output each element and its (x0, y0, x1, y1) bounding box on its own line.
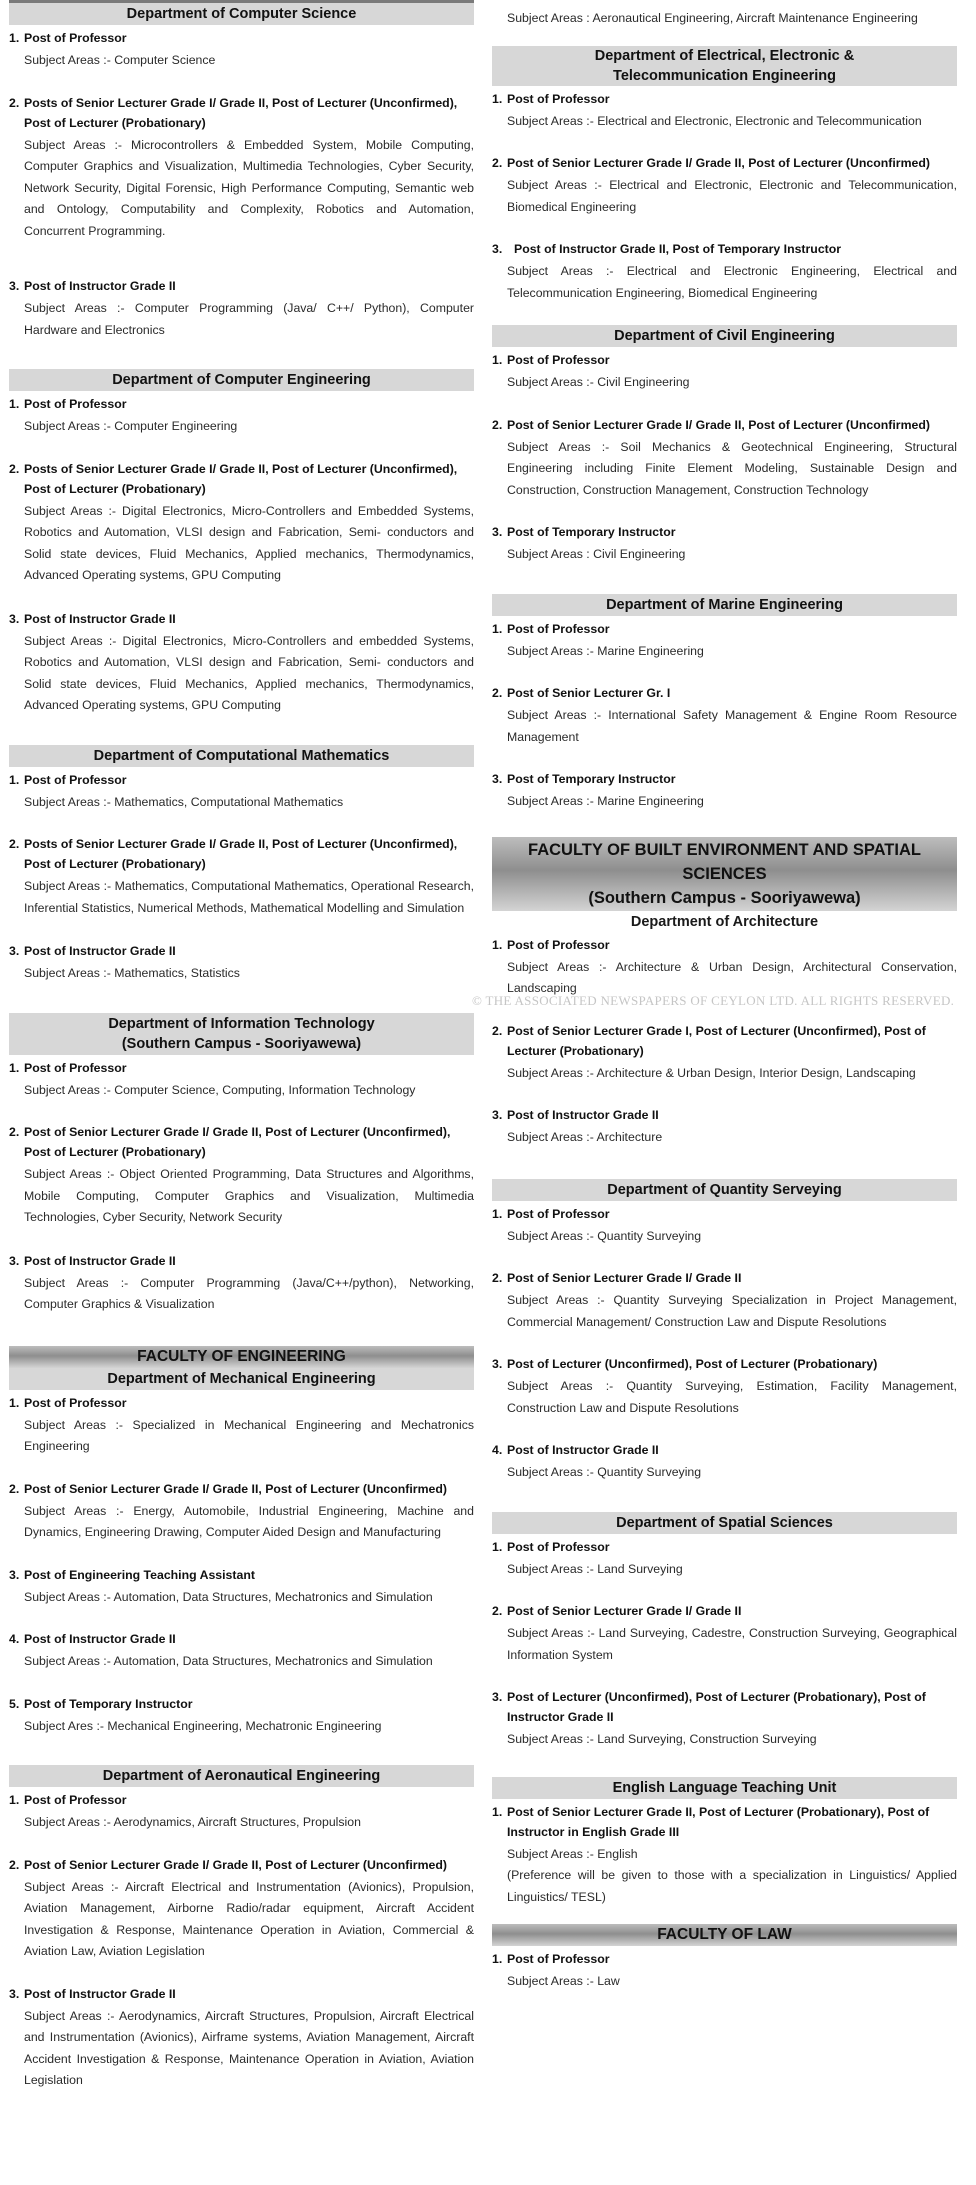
faculty-heading: FACULTY OF ENGINEERING (9, 1346, 474, 1368)
subject-areas: Subject Areas :- Microcontrollers & Embedded System, Mobile Computing, Computer Graphics and Visualization, Multimedia Technologies, Cyber Security, Network Security, Digital Forensic, High Performance Computing, Semantic web and Ontology, Computability and Complexity, Robotics and Automation, Concurrent Programming. (24, 137, 474, 238)
post-entry: 3. Post of Temporary Instructor Subject Areas :- Marine Engineering (492, 769, 957, 813)
subject-areas: Subject Areas :- Energy, Automobile, Industrial Engineering, Machine and Dynamics, Engineering Drawing, Computer Aided Design and Manufacturing (24, 1503, 474, 1539)
post-title: Post of Senior Lecturer Grade I, Post of Lecturer (Unconfirmed), Post of Lecturer (Probationary) (507, 1023, 926, 1058)
post-title: Post of Temporary Instructor (24, 1696, 193, 1711)
post-entry: 3. Post of Instructor Grade II Subject Areas :- Aerodynamics, Aircraft Structures, Propulsion, Aircraft Electrical and Instrumentation (Avionics), Airframe systems, Aviation Management, Aircraft Accident Investigation & Response, Maintenance Operation in Aviation, Aviation Legislation (9, 1984, 474, 2092)
post-title: Post of Senior Lecturer Grade II, Post of Lecturer (Probationary), Post of Instructor in English Grade III (507, 1804, 930, 1839)
post-entry: 2. Post of Senior Lecturer Grade I/ Grade II, Post of Lecturer (Unconfirmed), Post of Lecturer (Probationary) Subject Areas :- Object Oriented Programming, Data Structures and Algorithms, Mobile Computing, Computer Graphics and Visualization, Multimedia Technologies, Cyber Security, Network Security (9, 1122, 474, 1229)
post-entry: 2. Post of Senior Lecturer Grade I/ Grade II, Post of Lecturer (Unconfirmed) Subject Areas :- Electrical and Electronic, Electronic and Telecommunication, Biomedical Engineering (492, 153, 957, 218)
post-entry: 3. Post of Temporary Instructor Subject Areas : Civil Engineering (492, 522, 957, 566)
post-entry: 1. Post of Professor Subject Areas :- Quantity Surveying (492, 1204, 957, 1248)
dept-electrical-electronic-telecommunication (492, 46, 957, 305)
subject-areas: Subject Areas :- International Safety Management & Engine Room Resource Management (507, 708, 957, 744)
post-title: Post of Senior Lecturer Grade I/ Grade II, Post of Lecturer (Unconfirmed) (507, 417, 930, 432)
post-entry: 1. Post of Professor Subject Areas :- Specialized in Mechanical Engineering and Mechatronics Engineering (9, 1393, 474, 1458)
subject-areas: Subject Areas :- English (507, 1846, 638, 1861)
subject-areas-continued: Subject Areas : Aeronautical Engineering, Aircraft Maintenance Engineering (507, 11, 918, 25)
post-entry: 2. Posts of Senior Lecturer Grade I/ Grade II, Post of Lecturer (Unconfirmed), Post of Lecturer (Probationary) Subject Areas :- Microcontrollers & Embedded System, Mobile Computing, Computer Graphics and Visualization, Multimedia Technologies, Cyber Security, Network Security, Digital Forensic, High Performance Computing, Semantic web and Ontology, Computability and Complexity, Robotics and Automation, Concurrent Programming. (9, 93, 474, 243)
post-title: Post of Senior Lecturer Grade I/ Grade II, Post of Lecturer (Unconfirmed) (507, 156, 930, 170)
post-title: Posts of Senior Lecturer Grade I/ Grade II, Post of Lecturer (Unconfirmed), Post of Lecturer (Probationary) (24, 461, 458, 496)
post-title: Post of Instructor Grade II (24, 1632, 176, 1646)
subject-areas: Subject Areas :- Computer Science, Computing, Information Technology (24, 1082, 416, 1097)
dept-heading: Department of Computational Mathematics (9, 745, 474, 767)
subject-areas: Subject Areas :- Land Surveying, Cadestre, Construction Surveying, Geographical Information System (507, 1626, 957, 1662)
subject-areas: Subject Areas :- Quantity Surveying Specialization in Project Management, Commercial Management/ Construction Law and Dispute Resolutions (507, 1293, 957, 1329)
subject-areas: Subject Areas :- Land Surveying (507, 1561, 683, 1576)
right-column (492, 0, 957, 1993)
subject-areas: Subject Areas :- Electrical and Electronic, Electronic and Telecommunication, Biomedical Engineering (507, 178, 957, 214)
subject-areas: Subject Areas :- Electrical and Electronic, Electronic and Telecommunication (507, 113, 922, 128)
subject-areas: Subject Areas :- Marine Engineering (507, 643, 704, 658)
dept-heading: Department of Information Technology (Southern Campus - Sooriyawewa) (9, 1013, 474, 1055)
dept-civil-engineering (492, 325, 957, 566)
post-entry: 1. Post of Professor Subject Areas :- Mathematics, Computational Mathematics (9, 770, 474, 814)
post-entry: 4. Post of Instructor Grade II Subject Areas :- Quantity Surveying (492, 1440, 957, 1484)
subject-areas: Subject Areas :- Marine Engineering (507, 794, 704, 808)
dept-heading: Department of Aeronautical Engineering (9, 1765, 474, 1787)
post-title: Post of Professor (24, 772, 127, 787)
subject-areas: Subject Areas :- Computer Engineering (24, 419, 238, 433)
post-title: Post of Professor (24, 1793, 127, 1807)
post-title: Post of Instructor Grade II (507, 1108, 659, 1122)
post-entry: 3. Post of Instructor Grade II, Post of Temporary Instructor Subject Areas :- Electrical and Electronic Engineering, Electrical and Telecommunication Engineering, Biomedical Engineering (492, 239, 957, 304)
subject-areas: Subject Areas :- Quantity Surveying (507, 1465, 702, 1479)
post-entry: 1. Post of Professor Subject Areas :- Computer Science, Computing, Information Technology (9, 1058, 474, 1102)
subject-areas: Subject Areas :- Architecture & Urban Design, Interior Design, Landscaping (507, 1065, 916, 1080)
subject-areas: Subject Areas :- Quantity Surveying (507, 1228, 702, 1243)
post-entry: 2. Post of Senior Lecturer Grade I/ Grade II, Post of Lecturer (Unconfirmed) Subject Areas :- Soil Mechanics & Geotechnical Engineering, Structural Engineering including Finite Element Modeling, Sustainable Design and Construction, Construction Management, Construction Technology (492, 415, 957, 502)
subject-areas: Subject Areas :- Law (507, 1974, 620, 1988)
campus-subtitle: (Southern Campus - Sooriyawewa) (588, 888, 861, 907)
post-title: Post of Instructor Grade II (507, 1443, 659, 1457)
subject-areas: Subject Areas :- Computer Science (24, 53, 216, 67)
faculty-of-built-environment (492, 837, 957, 1149)
subject-areas: Subject Areas :- Mathematics, Computational Mathematics, Operational Research, Inferential Statistics, Numerical Methods, Mathematical Modelling and Simulation (24, 879, 474, 915)
post-title: Post of Instructor Grade II (24, 944, 176, 958)
subject-areas: Subject Areas :- Digital Electronics, Micro-Controllers and Embedded Systems, Robotics and Automation, VLSI design and Fabrication, Semi- conductors and Solid state devices, Fluid Mechanics, Applied mechanics, Thermodynamics, Advanced Operating systems, GPU Computing (24, 503, 474, 582)
post-title: Post of Temporary Instructor (507, 525, 676, 539)
post-title: Posts of Senior Lecturer Grade I/ Grade II, Post of Lecturer (Unconfirmed), Post of Lecturer (Probationary) (24, 95, 458, 130)
dept-computational-mathematics (9, 745, 474, 985)
dept-quantity-surveying (492, 1179, 957, 1484)
subject-areas: Subject Ares :- Mechanical Engineering, Mechatronic Engineering (24, 1718, 382, 1733)
subject-areas: Subject Areas :- Aircraft Electrical and Instrumentation (Avionics), Propulsion, Aviation Management, Airborne Radio/radar equipment, Aircraft Accident Investigation & Response, Maintenance Operation in Aviation, Commercial & Aviation Law, Aviation Legislation (24, 1879, 474, 1958)
post-title: Post of Instructor Grade II (24, 1253, 176, 1268)
post-title: Post of Temporary Instructor (507, 772, 676, 786)
post-entry: 1. Post of Professor Subject Areas :- Electrical and Electronic, Electronic and Telecommunication (492, 89, 957, 133)
post-entry: 2. Post of Senior Lecturer Grade I/ Grade II, Post of Lecturer (Unconfirmed) Subject Areas :- Energy, Automobile, Industrial Engineering, Machine and Dynamics, Engineering Drawing, Computer Aided Design and Manufacturing (9, 1479, 474, 1544)
post-entry: 2. Post of Senior Lecturer Grade I/ Grade II Subject Areas :- Land Surveying, Cadestre, Construction Surveying, Geographical Information System (492, 1601, 957, 1666)
preference-note: (Preference will be given to those with a specialization in Linguistics/ Applied Linguistics/ TESL) (507, 1868, 957, 1904)
subject-areas: Subject Areas :- Aerodynamics, Aircraft Structures, Propulsion, Aircraft Electrical and Instrumentation (Avionics), Airframe systems, Aviation Management, Aircraft Accident Investigation & Response, Maintenance Operation in Aviation, Aviation Legislation (24, 2008, 474, 2087)
post-title: Post of Instructor Grade II (24, 279, 176, 293)
post-title: Post of Senior Lecturer Grade I/ Grade II, Post of Lecturer (Unconfirmed) (24, 1481, 447, 1496)
subject-areas: Subject Areas :- Automation, Data Structures, Mechatronics and Simulation (24, 1589, 433, 1604)
subject-areas: Subject Areas :- Quantity Surveying, Estimation, Facility Management, Construction Law and Dispute Resolutions (507, 1379, 957, 1415)
post-title: Post of Lecturer (Unconfirmed), Post of Lecturer (Probationary) (507, 1357, 878, 1371)
campus-subtitle: (Southern Campus - Sooriyawewa) (121, 1035, 362, 1052)
post-entry: 1. Post of Professor Subject Areas :- Marine Engineering (492, 619, 957, 663)
subject-areas: Subject Areas :- Electrical and Electronic Engineering, Electrical and Telecommunication Engineering, Biomedical Engineering (507, 264, 957, 300)
post-entry: 2. Post of Senior Lecturer Grade I, Post of Lecturer (Unconfirmed), Post of Lecturer (Probationary) Subject Areas :- Architecture & Urban Design, Interior Design, Landscaping (492, 1021, 957, 1085)
post-title: Post of Professor (507, 1539, 610, 1554)
dept-heading: Department of Civil Engineering (492, 325, 957, 347)
subject-areas: Subject Areas :- Architecture & Urban Design, Architectural Conservation, Landscaping (507, 959, 957, 995)
post-title: Post of Professor (507, 1206, 610, 1221)
subject-areas: Subject Areas :- Architecture (507, 1130, 663, 1144)
dept-spatial-sciences (492, 1512, 957, 1751)
post-title: Post of Senior Lecturer Grade I/ Grade II, Post of Lecturer (Unconfirmed), Post of Lecturer (Probationary) (24, 1125, 451, 1159)
post-entry: 2. Post of Senior Lecturer Grade I/ Grade II Subject Areas :- Quantity Surveying Specialization in Project Management, Commercial Management/ Construction Law and Dispute Resolutions (492, 1268, 957, 1333)
post-title: Post of Instructor Grade II, Post of Temporary Instructor (514, 242, 842, 256)
dept-heading: English Language Teaching Unit (492, 1777, 957, 1799)
post-title: Post of Professor (24, 1395, 127, 1410)
subject-areas: Subject Areas :- Computer Programming (Java/C++/python), Networking, Computer Graphics & Visualization (24, 1275, 474, 1311)
left-column (9, 0, 474, 2092)
post-entry: 3. Post of Instructor Grade II Subject Areas :- Digital Electronics, Micro-Controllers and embedded Systems, Robotics and Automation, VLSI design and Fabrication, Semi- conductors and Solid state devices, Fluid Mechanics, Applied mechanics, Thermodynamics, Advanced Operating systems, GPU Computing (9, 609, 474, 717)
post-entry: 2. Post of Senior Lecturer Gr. I Subject Areas :- International Safety Management & Engine Room Resource Management (492, 683, 957, 748)
post-title: Post of Lecturer (Unconfirmed), Post of Lecturer (Probationary), Post of Instructor Grade II (507, 1690, 926, 1724)
dept-computer-science (9, 0, 474, 341)
post-entry: 3. Post of Lecturer (Unconfirmed), Post of Lecturer (Probationary) Subject Areas :- Quantity Surveying, Estimation, Facility Management, Construction Law and Dispute Resolutions (492, 1354, 957, 1419)
post-entry: 1. Post of Professor Subject Areas :- Land Surveying (492, 1537, 957, 1581)
post-entry: 2. Posts of Senior Lecturer Grade I/ Grade II, Post of Lecturer (Unconfirmed), Post of Lecturer (Probationary) Subject Areas :- Mathematics, Computational Mathematics, Operational Research, Inferential Statistics, Numerical Methods, Mathematical Modelling and Simulation (9, 834, 474, 919)
post-entry: 1. Post of Professor Subject Areas :- Architecture & Urban Design, Architectural Conservation, Landscaping (492, 935, 957, 1000)
post-entry: 3. Post of Instructor Grade II Subject Areas :- Architecture (492, 1105, 957, 1149)
post-entry: 4. Post of Instructor Grade II Subject Areas :- Automation, Data Structures, Mechatronics and Simulation (9, 1629, 474, 1673)
dept-aeronautical-engineering (9, 1765, 474, 2092)
post-title: Post of Professor (24, 1060, 127, 1075)
post-entry: 1. Post of Professor Subject Areas :- Law (492, 1949, 957, 1993)
subject-areas: Subject Areas :- Automation, Data Structures, Mechatronics and Simulation (24, 1654, 433, 1668)
post-entry: 3. Post of Engineering Teaching Assistant Subject Areas :- Automation, Data Structures, Mechatronics and Simulation (9, 1565, 474, 1609)
post-title: Posts of Senior Lecturer Grade I/ Grade II, Post of Lecturer (Unconfirmed), Post of Lecturer (Probationary) (24, 837, 458, 871)
dept-computer-engineering (9, 369, 474, 717)
dept-heading: Department of Quantity Serveying (492, 1179, 957, 1201)
copyright-watermark: © THE ASSOCIATED NEWSPAPERS OF CEYLON LTD. ALL RIGHTS RESERVED. (472, 993, 955, 1008)
post-entry: 3. Post of Instructor Grade II Subject Areas :- Computer Programming (Java/ C++/ Python), Computer Hardware and Electronics (9, 276, 474, 341)
post-entry: 5. Post of Temporary Instructor Subject Ares :- Mechanical Engineering, Mechatronic Engineering (9, 1694, 474, 1738)
subject-areas: Subject Areas :- Mathematics, Statistics (24, 966, 240, 980)
post-entry: 2. Post of Senior Lecturer Grade I/ Grade II, Post of Lecturer (Unconfirmed) Subject Areas :- Aircraft Electrical and Instrumentation (Avionics), Propulsion, Aviation Management, Airborne Radio/radar equipment, Aircraft Accident Investigation & Response, Maintenance Operation in Aviation, Commercial & Aviation Law, Aviation Legislation (9, 1855, 474, 1963)
post-title: Post of Instructor Grade II (24, 611, 176, 626)
dept-heading: Department of Computer Science (9, 0, 474, 25)
dept-heading: Department of Mechanical Engineering (9, 1368, 474, 1390)
post-entry: 3. Post of Instructor Grade II Subject Areas :- Computer Programming (Java/C++/python), Networking, Computer Graphics & Visualization (9, 1251, 474, 1316)
subject-areas: Subject Areas :- Soil Mechanics & Geotechnical Engineering, Structural Engineering including Finite Element Modeling, Sustainable Design and Construction, Construction Management, Construction Technology (507, 439, 957, 497)
post-title: Post of Professor (507, 621, 610, 636)
post-entry: 2. Posts of Senior Lecturer Grade I/ Grade II, Post of Lecturer (Unconfirmed), Post of Lecturer (Probationary) Subject Areas :- Digital Electronics, Micro-Controllers and Embedded Systems, Robotics and Automation, VLSI design and Fabrication, Semi- conductors and Solid state devices, Fluid Mechanics, Applied mechanics, Thermodynamics, Advanced Operating systems, GPU Computing (9, 459, 474, 587)
dept-information-technology (9, 1013, 474, 1316)
subject-areas: Subject Areas :- Mathematics, Computational Mathematics (24, 794, 344, 809)
dept-heading: Department of Marine Engineering (492, 594, 957, 616)
subject-areas: Subject Areas :- Civil Engineering (507, 375, 690, 389)
faculty-of-engineering (9, 1346, 474, 1738)
post-title: Post of Professor (507, 91, 610, 106)
subject-areas: Subject Areas :- Object Oriented Programming, Data Structures and Algorithms, Mobile Computing, Computer Graphics and Visualization, Multimedia Technologies, Cyber Security, Network Security (24, 1167, 474, 1224)
post-title: Post of Professor (507, 353, 610, 367)
subject-areas: Subject Areas :- Specialized in Mechanical Engineering and Mechatronics Engineering (24, 1417, 474, 1453)
dept-heading: Department of Electrical, Electronic & Telecommunication Engineering (492, 46, 957, 86)
post-entry: 1. Post of Professor Subject Areas :- Aerodynamics, Aircraft Structures, Propulsion (9, 1790, 474, 1834)
post-title: Post of Senior Lecturer Grade I/ Grade II (507, 1604, 742, 1618)
subject-areas: Subject Areas :- Land Surveying, Construction Surveying (507, 1732, 817, 1746)
subject-areas: Subject Areas :- Digital Electronics, Micro-Controllers and embedded Systems, Robotics and Automation, VLSI design and Fabrication, Semi- conductors and Solid state devices, Fluid Mechanics, Applied mechanics, Thermodynamics, Advanced Operating systems, GPU Computing (24, 633, 474, 712)
post-entry: 3. Post of Lecturer (Unconfirmed), Post of Lecturer (Probationary), Post of Instructor Grade II Subject Areas :- Land Surveying, Construction Surveying (492, 1687, 957, 1751)
post-title: Post of Senior Lecturer Gr. I (507, 686, 671, 700)
faculty-heading: FACULTY OF BUILT ENVIRONMENT AND SPATIAL SCIENCES (Southern Campus - Sooriyawewa) (492, 837, 957, 911)
faculty-heading: FACULTY OF LAW (492, 1924, 957, 1946)
subject-areas: Subject Areas :- Computer Programming (Java/ C++/ Python), Computer Hardware and Electronics (24, 301, 474, 337)
post-title: Post of Senior Lecturer Grade I/ Grade II, Post of Lecturer (Unconfirmed) (24, 1857, 447, 1872)
english-language-teaching-unit (492, 1777, 957, 1909)
post-title: Post of Senior Lecturer Grade I/ Grade II (507, 1271, 742, 1285)
subject-areas: Subject Areas :- Aerodynamics, Aircraft Structures, Propulsion (24, 1815, 361, 1829)
post-entry: 1. Post of Professor Subject Areas :- Civil Engineering (492, 350, 957, 394)
dept-heading: Department of Computer Engineering (9, 369, 474, 391)
post-title: Post of Professor (24, 31, 127, 45)
post-title: Post of Professor (507, 937, 610, 952)
post-title: Post of Professor (24, 397, 127, 411)
post-title: Post of Engineering Teaching Assistant (24, 1567, 255, 1582)
dept-heading: Department of Architecture (630, 913, 819, 930)
post-entry: 1. Post of Professor Subject Areas :- Computer Engineering (9, 394, 474, 438)
post-title: Post of Instructor Grade II (24, 1986, 176, 2001)
post-entry: 1. Post of Senior Lecturer Grade II, Post of Lecturer (Probationary), Post of Instructor in English Grade III Subject Areas :- English (Preference will be given to those with a specialization in Linguistics/ Applied Linguistics/ TESL) (492, 1802, 957, 1909)
dept-heading: Department of Spatial Sciences (492, 1512, 957, 1534)
post-entry: 1. Post of Professor Subject Areas :- Computer Science (9, 28, 474, 72)
post-title: Post of Professor (507, 1952, 610, 1966)
subject-areas: Subject Areas : Civil Engineering (507, 547, 686, 561)
dept-marine-engineering (492, 594, 957, 813)
faculty-of-law (492, 1924, 957, 1993)
post-entry: 3. Post of Instructor Grade II Subject Areas :- Mathematics, Statistics (9, 941, 474, 985)
